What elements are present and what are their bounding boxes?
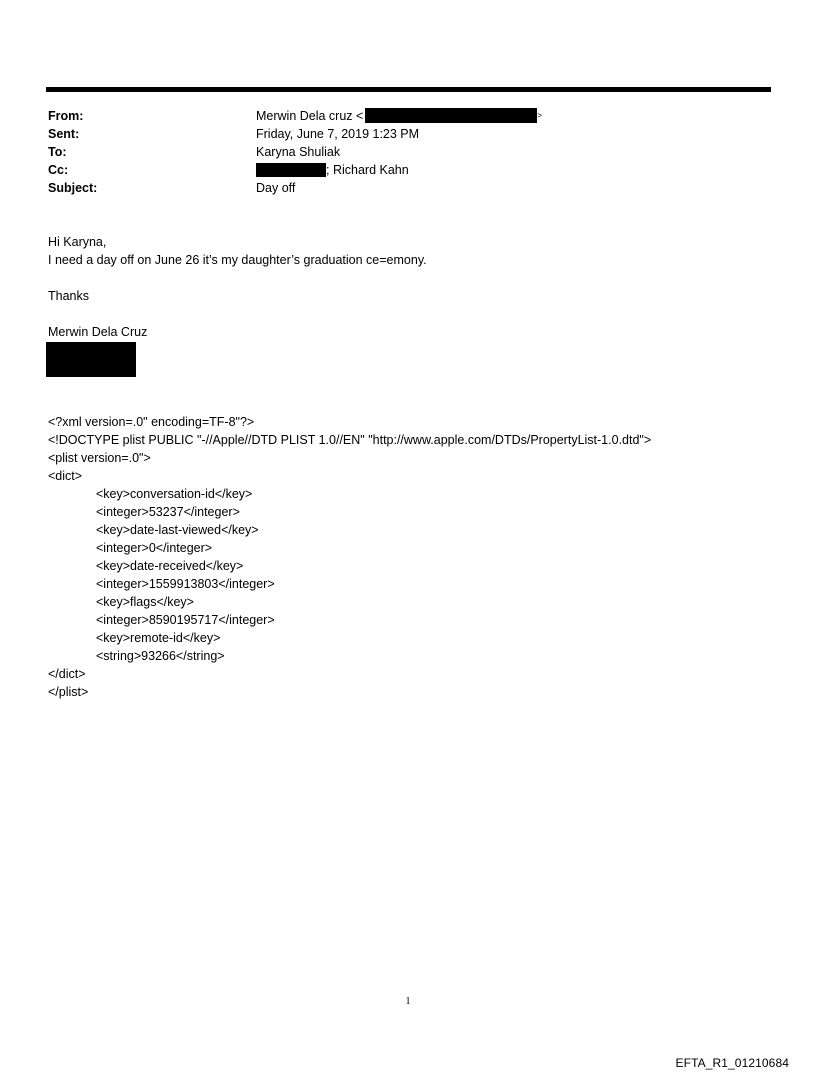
from-sender: Merwin Dela cruz < [256, 109, 364, 123]
from-row [48, 107, 768, 125]
plist-line: <integer>53237</integer> [96, 505, 240, 519]
from-tail: > [537, 111, 542, 120]
plist-line: <plist version=.0"> [48, 451, 151, 465]
plist-line: <key>conversation-id</key> [96, 487, 253, 501]
redacted-cc-name [256, 163, 326, 177]
subject-label: Subject: [48, 181, 98, 195]
message-line: I need a day off on June 26 it’s my daughter’s graduation ce=emony. [48, 253, 427, 267]
to-row [48, 143, 768, 161]
plist-line: </plist> [48, 685, 89, 699]
email-header [48, 107, 768, 197]
plist-line: <integer>1559913803</integer> [96, 577, 275, 591]
from-label: From: [48, 109, 84, 123]
cc-recipients: ; Richard Kahn [326, 163, 409, 177]
plist-line: <key>date-last-viewed</key> [96, 523, 259, 537]
sent-value: Friday, June 7, 2019 1:23 PM [256, 127, 420, 141]
from-value [256, 107, 768, 125]
plist-line: <!DOCTYPE plist PUBLIC "-//Apple//DTD PLIST 1.0//EN" "http://www.apple.com/DTDs/PropertyList-1.0.dtd"> [48, 433, 652, 447]
plist-line: <integer>0</integer> [96, 541, 213, 555]
document-id: EFTA_R1_01210684 [675, 1056, 789, 1070]
redacted-signature-block [46, 342, 136, 377]
plist-line: <string>93266</string> [96, 649, 225, 663]
plist-line: <key>flags</key> [96, 595, 194, 609]
header-divider [46, 87, 771, 92]
plist-line: </dict> [48, 667, 86, 681]
subject-row [48, 179, 768, 197]
cc-label: Cc: [48, 163, 69, 177]
plist-line: <?xml version=.0" encoding=TF-8"?> [48, 415, 255, 429]
plist-line: <dict> [48, 469, 83, 483]
to-value: Karyna Shuliak [256, 145, 341, 159]
plist-line: <key>remote-id</key> [96, 631, 221, 645]
sent-label: Sent: [48, 127, 80, 141]
spacer [48, 305, 768, 323]
plist-metadata [48, 413, 788, 701]
sent-row [48, 125, 768, 143]
greeting: Hi Karyna, [48, 235, 107, 249]
redacted-email [365, 108, 537, 123]
spacer [48, 269, 768, 287]
to-label: To: [48, 145, 67, 159]
page-number: 1 [405, 996, 411, 1007]
cc-value [256, 161, 768, 179]
signature-name: Merwin Dela Cruz [48, 325, 148, 339]
cc-row [48, 161, 768, 179]
thanks-line: Thanks [48, 289, 89, 303]
plist-line: <key>date-received</key> [96, 559, 244, 573]
email-body [48, 233, 768, 341]
subject-value: Day off [256, 181, 296, 195]
plist-line: <integer>8590195717</integer> [96, 613, 275, 627]
